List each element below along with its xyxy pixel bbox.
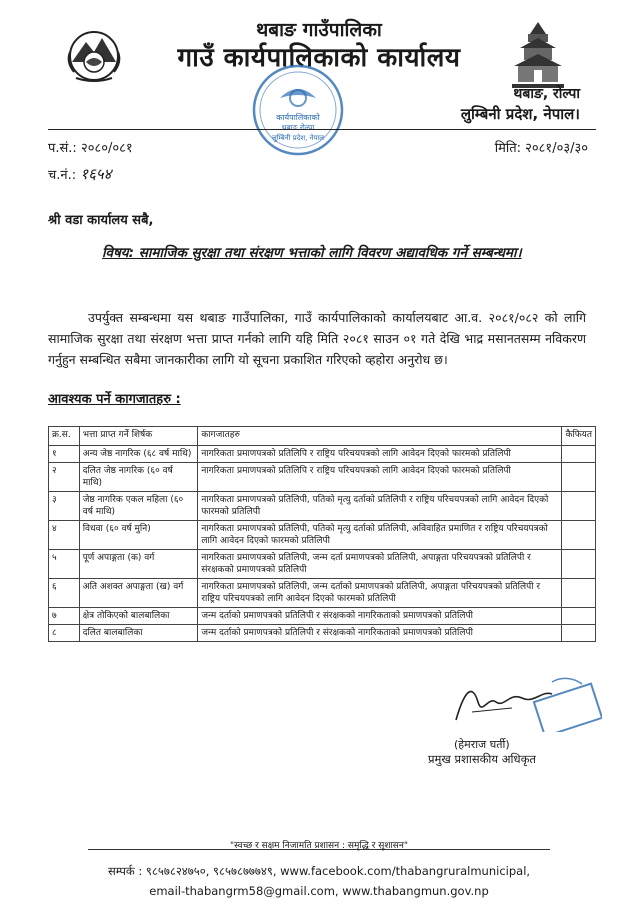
municipality-name: थबाङ गाउँपालिका [256,19,382,41]
table-row [49,521,596,550]
office-stamp-icon [250,62,346,158]
cell-remarks [562,550,596,579]
footer-slogan: "स्वच्छ र सक्षम निजामति प्रशासन : समृद्धि र सुशासन" [229,841,409,851]
address-province: लुम्बिनी प्रदेश, नेपाल। [460,105,580,123]
cell-sn: ८ [49,625,80,642]
subject-line: विषय: सामाजिक सुरक्षा तथा संरक्षण भत्ताको लागि विवरण अद्यावधिक गर्ने सम्बन्धमा। [102,245,522,261]
signatory-designation: प्रमुख प्रशासकीय अधिकृत [428,752,536,766]
cell-remarks [562,579,596,608]
dispatch-number [48,164,111,184]
cell-remarks [562,463,596,492]
table-row [49,625,596,642]
cell-title: पूर्ण अपाङ्गता (क) वर्ग [79,550,198,579]
footer-divider [88,849,550,850]
address-district: थबाङ, रोल्पा [513,86,580,102]
cell-sn: २ [49,463,80,492]
letter-date: मिति: २०८१/०३/३० [494,141,588,156]
footer-email: email-thabangrm58@gmail.com, www.thabangmun.gov.np [149,884,489,898]
table-row [49,608,596,625]
col-header-title: भत्ता प्राप्त गर्ने शिर्षक [79,427,198,446]
cell-docs: नागरिकता प्रमाणपत्रको प्रतिलिपी, पतिको मृत्यु दर्ताको प्रतिलिपी, अविवाहित प्रमाणित र राष्ट्रिय परिचयपत्रको लागि आवेदन दिएको फारमको प्रतिलिपी [198,521,562,550]
body-paragraph: उपर्युक्त सम्बन्धमा यस थबाङ गाउँपालिका, गाउँ कार्यपालिकाको कार्यालयबाट आ.व. २०८१/०८२ को लागि सामाजिक सुरक्षा तथा संरक्षण भत्ता प्राप्त गर्नको लागि यहि मिति २०८१ साउन ०१ गते देखि भाद्र मसानतसम्म नविकरण गर्नुहुन सम्बन्धित सबैमा जानकारीका लागि यो सूचना प्रकाशित गरिएको व्हहोरा अनुरोध छ। [48,310,586,367]
cell-title: अति अशक्त अपाङ्गता (ख) वर्ग [79,579,198,608]
table-header-row [49,427,596,446]
cell-docs: नागरिकता प्रमाणपत्रको प्रतिलिपी, जन्म दर्ता प्रमाणपत्रको प्रतिलिपी, अपाङ्गता परिचयपत्रको प्रतिलिपी र संरक्षकको प्रमाणपत्रको प्रतिलिपी [198,550,562,579]
header-divider [48,129,596,130]
cell-remarks [562,492,596,521]
cell-title: दलित जेष्ठ नागरिक (६० वर्ष माथि) [79,463,198,492]
recipient: श्री वडा कार्यालय सबै, [48,213,154,228]
requirements-heading: आवश्यक पर्ने कागजातहरु : [48,392,181,407]
cell-title: दलित बालबालिका [79,625,198,642]
cell-sn: १ [49,446,80,463]
cell-docs: नागरिकता प्रमाणपत्रको प्रतिलिपी, जन्म दर्ताको प्रमाणपत्रको प्रतिलिपी, अपाङ्गता परिचयपत्रको प्रतिलिपी र राष्ट्रिय परिचयपत्रको लागि आवेदन दिएको फारमको प्रतिलिपी [198,579,562,608]
cell-title: क्षेत्र तोकिएको बालबालिका [79,608,198,625]
cell-docs: जन्म दर्ताको प्रमाणपत्रको प्रतिलिपी र संरक्षकको नागरिकताको प्रमाणपत्रको प्रतिलिपी [198,625,562,642]
col-header-remarks: कैफियत [562,427,596,446]
reference-number: प.सं.: २०८०/०८१ [48,141,133,156]
signatory-name: (हेमराज घर्ती) [454,738,510,751]
col-header-docs: कागजातहरु [198,427,562,446]
cell-sn: ३ [49,492,80,521]
cell-remarks [562,446,596,463]
stamp-line3: लुम्बिनी प्रदेश, नेपाल [271,134,325,142]
cell-title: अन्य जेष्ठ नागरिक (६८ वर्ष माथि) [79,446,198,463]
dispatch-label: च.नं.: [48,168,77,183]
cell-remarks [562,521,596,550]
dispatch-value: १६५४ [80,165,112,183]
cell-title: विधवा (६० वर्ष मुनि) [79,521,198,550]
cell-sn: ५ [49,550,80,579]
cell-sn: ६ [49,579,80,608]
signature-icon [452,672,602,732]
col-header-sn: क्र.स. [49,427,80,446]
cell-remarks [562,625,596,642]
cell-docs: नागरिकता प्रमाणपत्रको प्रतिलिपि र राष्ट्रिय परिचयपत्रको लागि आवेदन दिएको फारमको प्रतिलिपी [198,446,562,463]
cell-title: जेष्ठ नागरिक एकल महिला (६० वर्ष माथि) [79,492,198,521]
cell-docs: नागरिकता प्रमाणपत्रको प्रतिलिपी, पतिको मृत्यु दर्ताको प्रतिलिपी र राष्ट्रिय परिचयपत्रको लागि आवेदन दिएको फारमको प्रतिलिपी [198,492,562,521]
cell-sn: ४ [49,521,80,550]
cell-docs: जन्म दर्ताको प्रमाणपत्रको प्रतिलिपी र संरक्षकको नागरिकताको प्रमाणपत्रको प्रतिलिपी [198,608,562,625]
stamp-line1: कार्यपालिकाको [276,113,320,122]
documents-table [48,426,596,642]
table-row [49,492,596,521]
footer-contact: सम्पर्क : ९८५७८२४७५०, ९८५७८७७७४९, www.facebook.com/thabangruralmunicipal, [107,864,531,878]
cell-docs: नागरिकता प्रमाणपत्रको प्रतिलिपि र राष्ट्रिय परिचयपत्रको लागि आवेदन दिएको फारमको प्रतिलिपी [198,463,562,492]
office-name: गाउँ कार्यपालिकाको कार्यालय [177,43,461,73]
table-row [49,579,596,608]
table-row [49,446,596,463]
cell-sn: ७ [49,608,80,625]
stamp-line2: थबाङ रोल्पा [281,123,315,132]
table-row [49,463,596,492]
cell-remarks [562,608,596,625]
table-row [49,550,596,579]
